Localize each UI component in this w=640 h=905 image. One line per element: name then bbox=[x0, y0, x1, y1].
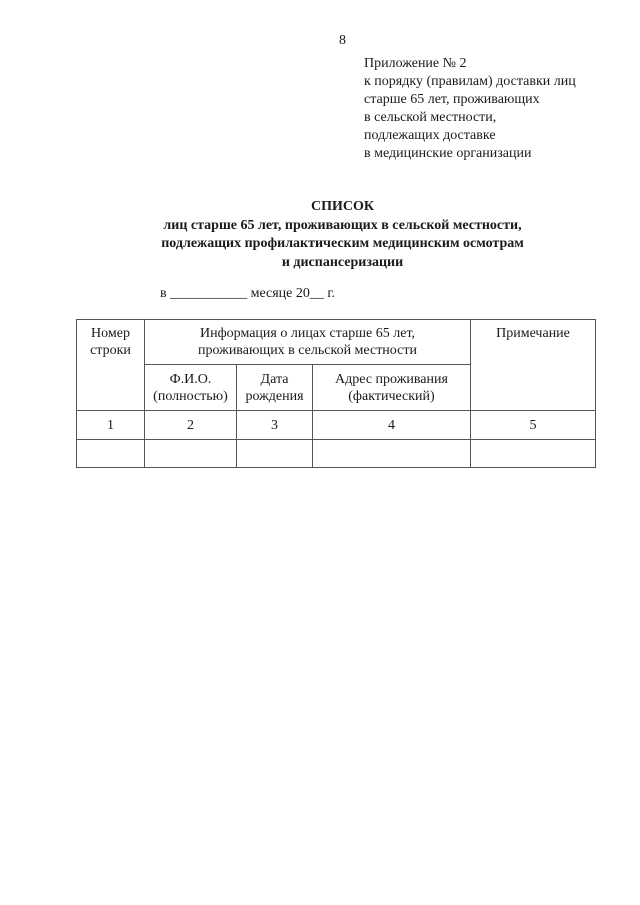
period-line: в ___________ месяце 20__ г. bbox=[160, 286, 336, 301]
column-number: 5 bbox=[471, 411, 596, 440]
register-table bbox=[76, 319, 596, 468]
header-text: (фактический) bbox=[348, 388, 435, 404]
title-heading: СПИСОК bbox=[310, 199, 375, 214]
header-address bbox=[313, 365, 471, 411]
header-fio bbox=[145, 365, 237, 411]
annex-header bbox=[364, 55, 576, 163]
header-text: Примечание bbox=[496, 326, 570, 341]
header-text: строки bbox=[90, 343, 131, 358]
annex-line: в сельской местности, bbox=[364, 110, 497, 125]
title-line: и диспансеризации bbox=[281, 254, 404, 270]
title-line: подлежащих профилактическим медицинским осмотрам bbox=[161, 236, 524, 251]
column-number: 1 bbox=[77, 411, 145, 440]
column-number-row bbox=[77, 411, 596, 440]
header-note bbox=[471, 320, 596, 411]
empty-cell bbox=[145, 440, 237, 468]
annex-line: к порядку (правилам) доставки лиц bbox=[364, 74, 576, 89]
title-line: лиц старше 65 лет, проживающих в сельской местности, bbox=[163, 217, 522, 233]
header-text: Номер bbox=[91, 326, 130, 341]
page-number: 8 bbox=[339, 33, 346, 48]
annex-line: старше 65 лет, проживающих bbox=[364, 92, 540, 107]
annex-line: подлежащих доставке bbox=[364, 128, 496, 143]
header-info-group bbox=[145, 320, 471, 365]
header-text: рождения bbox=[245, 388, 304, 404]
header-birth-date bbox=[237, 365, 313, 411]
column-number: 3 bbox=[237, 411, 313, 440]
header-text: (полностью) bbox=[153, 388, 228, 404]
header-text: Ф.И.О. bbox=[169, 371, 212, 387]
empty-cell bbox=[237, 440, 313, 468]
header-row-number bbox=[77, 320, 145, 411]
empty-cell bbox=[77, 440, 145, 468]
header-text: проживающих в сельской местности bbox=[198, 343, 417, 358]
header-text: Информация о лицах старше 65 лет, bbox=[199, 326, 416, 341]
table-header-row bbox=[77, 320, 596, 365]
column-number: 2 bbox=[145, 411, 237, 440]
annex-line: в медицинские организации bbox=[364, 146, 532, 161]
table-row bbox=[77, 440, 596, 468]
empty-cell bbox=[313, 440, 471, 468]
header-text: Дата bbox=[260, 371, 289, 387]
header-text: Адрес проживания bbox=[335, 371, 448, 387]
empty-cell bbox=[471, 440, 596, 468]
annex-title: Приложение № 2 bbox=[364, 56, 467, 71]
document-title bbox=[0, 198, 640, 272]
column-number: 4 bbox=[313, 411, 471, 440]
